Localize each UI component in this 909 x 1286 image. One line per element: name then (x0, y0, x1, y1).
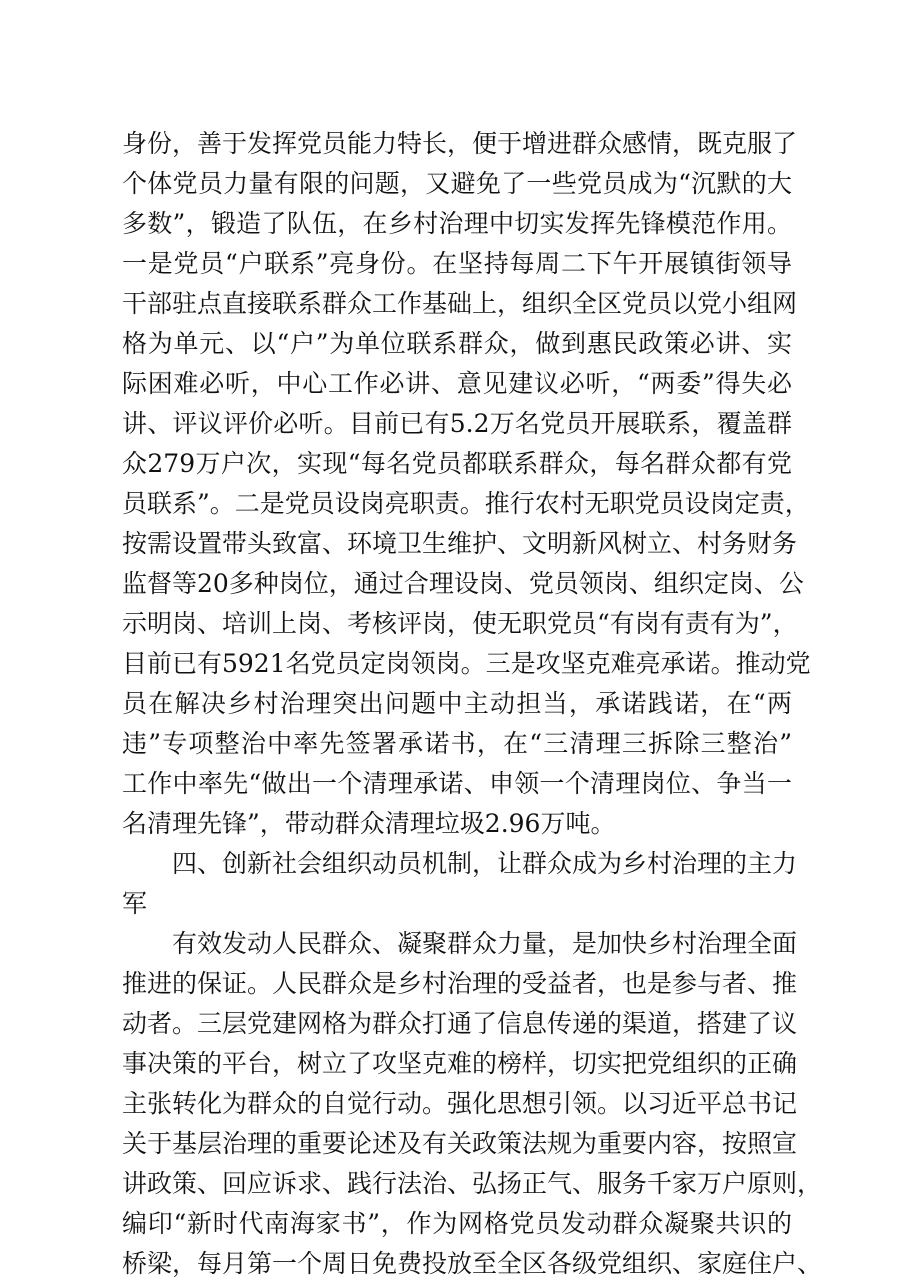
text-line: 编印“新时代南海家书”，作为网格党员发动群众凝聚共识的 (122, 1209, 792, 1238)
text-line: 干部驻点直接联系群众工作基础上，组织全区党员以党小组网 (122, 289, 798, 318)
text-line: 工作中率先“做出一个清理承诺、申领一个清理岗位、争当一 (122, 769, 792, 798)
text-line: 目前已有5921名党员定岗领岗。三是攻坚克难亮承诺。推动党 (122, 649, 811, 678)
text-line: 违”专项整治中率先签署承诺书，在“三清理三拆除三整治” (122, 729, 792, 758)
text-line: 讲、评议评价必听。目前已有5.2万名党员开展联系，覆盖群 (122, 409, 792, 438)
text-line: 桥梁，每月第一个周日免费投放至全区各级党组织、家庭住户、 (122, 1249, 823, 1278)
text-line: 众279万户次，实现“每名党员都联系群众，每名群众都有党 (122, 449, 792, 478)
text-line: 讲政策、回应诉求、践行法治、弘扬正气、服务千家万户原则， (122, 1169, 823, 1198)
text-line: 名清理先锋”，带动群众清理垃圾2.96万吨。 (122, 809, 616, 838)
section-heading-continued: 军 (122, 889, 148, 918)
text-line: 动者。三层党建网格为群众打通了信息传递的渠道，搭建了议 (122, 1009, 798, 1038)
text-line: 推进的保证。人民群众是乡村治理的受益者，也是参与者、推 (122, 969, 798, 998)
text-line: 个体党员力量有限的问题，又避免了一些党员成为“沉默的大 (122, 169, 792, 198)
text-line: 身份，善于发挥党员能力特长，便于增进群众感情，既克服了 (122, 129, 798, 158)
section-heading: 四、创新社会组织动员机制，让群众成为乡村治理的主力 (172, 849, 798, 878)
text-line: 员在解决乡村治理突出问题中主动担当，承诺践诺，在“两 (122, 689, 792, 718)
text-line: 主张转化为群众的自觉行动。强化思想引领。以习近平总书记 (122, 1089, 798, 1118)
text-line: 一是党员“户联系”亮身份。在坚持每周二下午开展镇街领导 (122, 249, 792, 278)
text-line: 关于基层治理的重要论述及有关政策法规为重要内容，按照宣 (122, 1129, 798, 1158)
text-line: 员联系”。二是党员设岗亮职责。推行农村无职党员设岗定责， (122, 489, 810, 518)
text-line: 格为单元、以“户”为单位联系群众，做到惠民政策必讲、实 (122, 329, 792, 358)
text-line: 事决策的平台，树立了攻坚克难的榜样，切实把党组织的正确 (122, 1049, 798, 1078)
text-line: 示明岗、培训上岗、考核评岗，使无职党员“有岗有责有为”， (122, 609, 798, 638)
text-line: 按需设置带头致富、环境卫生维护、文明新风树立、村务财务 (122, 529, 798, 558)
text-line: 有效发动人民群众、凝聚群众力量，是加快乡村治理全面 (172, 929, 798, 958)
text-line: 多数”，锻造了队伍，在乡村治理中切实发挥先锋模范作用。 (122, 209, 792, 238)
text-line: 际困难必听，中心工作必讲、意见建议必听，“两委”得失必 (122, 369, 792, 398)
text-line: 监督等20多种岗位，通过合理设岗、党员领岗、组织定岗、公 (122, 569, 804, 598)
